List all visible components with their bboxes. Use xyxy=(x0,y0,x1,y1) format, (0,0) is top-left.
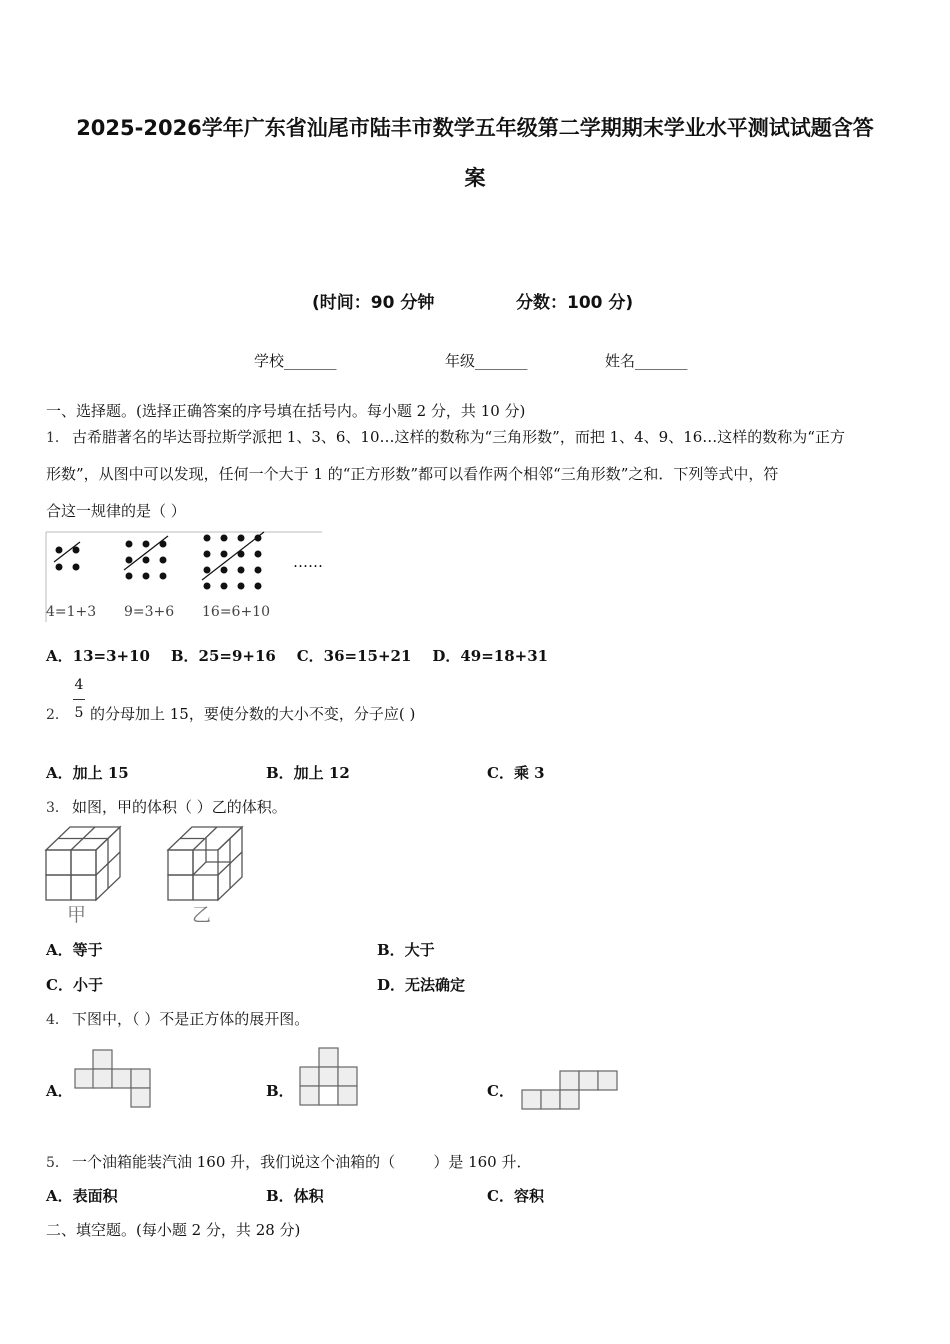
q2-option-c: C．乘 3 xyxy=(487,764,545,782)
q1-number: 1． xyxy=(46,430,69,446)
q4-net-a xyxy=(74,1049,154,1109)
q1-options: A．13=3+10 B．25=9+16 C．36=15+21 D．49=18+31 xyxy=(46,647,549,665)
section2-heading: 二、填空题。(每小题 2 分，共 28 分) xyxy=(46,1221,301,1239)
q1-ellipsis: …… xyxy=(293,553,323,571)
q1-label-3: 16=6+10 xyxy=(202,604,270,620)
page-title-line1: 2025-2026学年广东省汕尾市陆丰市数学五年级第二学期期末学业水平测试试题含答 xyxy=(76,116,874,140)
q5-option-b: B．体积 xyxy=(266,1187,324,1205)
exam-score: 分数：100 分) xyxy=(516,293,634,313)
q3-option-a: A．等于 xyxy=(46,941,103,959)
q3-option-b: B．大于 xyxy=(377,941,435,959)
q2-fraction-numerator: 4 xyxy=(74,677,84,693)
q1-line1: 古希腊著名的毕达哥拉斯学派把 1、3、6、10…这样的数称为“三角形数”，而把 1、4、9、16…这样的数称为“正方 xyxy=(72,428,845,446)
school-field: 学校_______ xyxy=(254,352,337,370)
q1-label-1: 4=1+3 xyxy=(46,604,97,620)
q3-figure-jia xyxy=(44,824,124,904)
q2-fraction-bar xyxy=(73,699,85,700)
q5-option-c: C．容积 xyxy=(487,1187,544,1205)
q4-net-b xyxy=(299,1047,361,1109)
q2-option-b: B．加上 12 xyxy=(266,764,350,782)
q5-number: 5． xyxy=(46,1155,69,1171)
q3-option-c: C．小于 xyxy=(46,976,103,994)
q3-label-yi: 乙 xyxy=(192,904,212,926)
q2-option-a: A．加上 15 xyxy=(46,764,129,782)
q1-line3: 合这一规律的是（ ） xyxy=(46,502,186,520)
q5-option-a: A．表面积 xyxy=(46,1187,118,1205)
q5-text: 一个油箱能装汽油 160 升，我们说这个油箱的（ ）是 160 升． xyxy=(72,1153,532,1171)
page-title-line2: 案 xyxy=(464,166,486,190)
q3-number: 3． xyxy=(46,800,69,816)
q3-figure-yi xyxy=(166,824,246,904)
name-field: 姓名_______ xyxy=(605,352,688,370)
q2-text: 的分母加上 15，要使分数的大小不变，分子应( ) xyxy=(90,705,416,723)
q3-text: 如图，甲的体积（ ）乙的体积。 xyxy=(72,798,287,816)
q4-option-c: C． xyxy=(487,1082,514,1100)
q4-option-a: A． xyxy=(46,1082,73,1100)
q3-label-jia: 甲 xyxy=(67,904,87,926)
grade-field: 年级_______ xyxy=(445,352,528,370)
q1-line2: 形数”，从图中可以发现，任何一个大于 1 的“正方形数”都可以看作两个相邻“三角形数”之和．下列等式中，符 xyxy=(46,465,779,483)
q4-option-b: B． xyxy=(266,1082,294,1100)
exam-time: (时间：90 分钟 xyxy=(312,293,435,313)
q4-number: 4． xyxy=(46,1012,69,1028)
q4-net-c xyxy=(521,1070,621,1112)
section1-heading: 一、选择题。(选择正确答案的序号填在括号内。每小题 2 分，共 10 分) xyxy=(46,402,526,420)
q3-option-d: D．无法确定 xyxy=(377,976,466,994)
q2-fraction-denominator: 5 xyxy=(74,705,84,721)
q2-number: 2． xyxy=(46,707,69,723)
q1-label-2: 9=3+6 xyxy=(124,604,175,620)
q4-text: 下图中，（ ）不是正方体的展开图。 xyxy=(72,1010,310,1028)
